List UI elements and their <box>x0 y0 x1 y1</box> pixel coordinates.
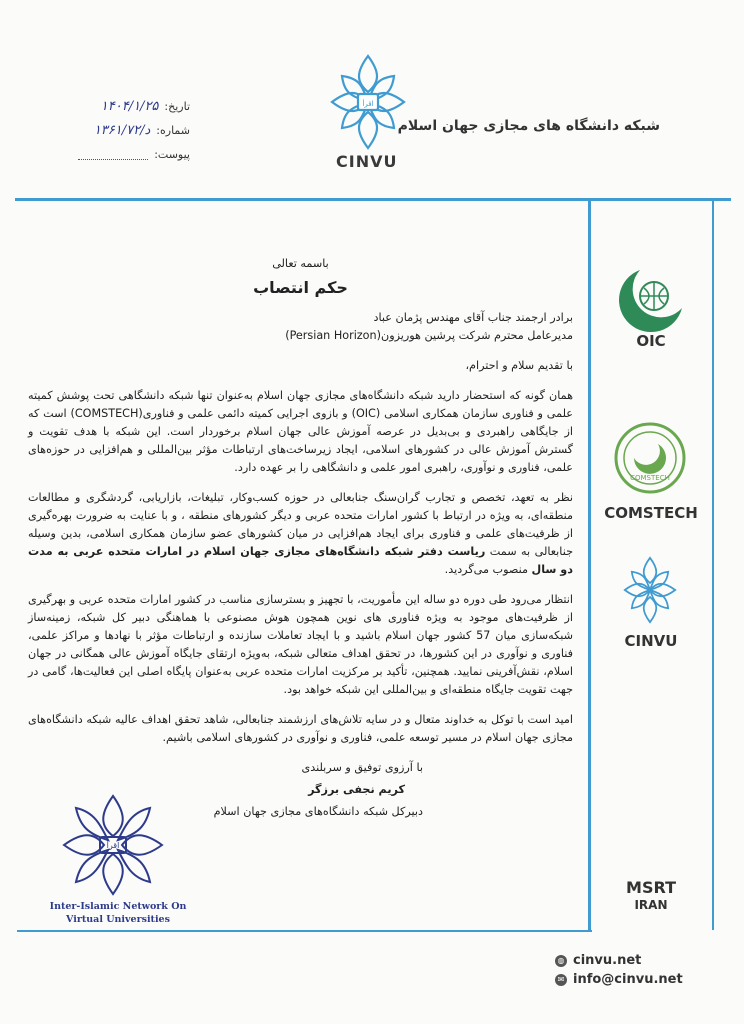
paragraph-1: همان گونه که استحضار دارید شبکه دانشگاه‌های مجازی جهان اسلام به‌عنوان تنها شبکه دانشگاهی تحت پوشش کمیته علمی و فناوری سازمان همکاری اسلامی (OIC) و بازوی اجرایی کمیته دائمی علمی و فناوری(COMSTECH) است که از جایگاهی راهبردی و بی‌بدیل در عرصه آموزش عالی جهان اسلام برخوردار است. این شبکه با هدف تقویت و گسترش آموزش عالی در کشورهای اسلامی، ایجاد زیرساخت‌های ارتباطات مؤثر بین‌المللی و هم‌افزایی در حوزه‌های علمی، فناوری و نوآوری، راهبری امور علمی و دانشگاهی را بر عهده دارد. <box>28 389 573 474</box>
paragraph-2 <box>28 489 573 579</box>
paragraph-2-end: منصوب می‌گردید. <box>444 563 528 576</box>
iran-label: IRAN <box>634 898 668 912</box>
letter-meta <box>60 94 190 166</box>
date-value: ۱۴۰۴/۱/۲۵ <box>100 98 159 114</box>
date-label: تاریخ: <box>164 99 190 113</box>
attachment-row <box>60 142 190 166</box>
stamp-caption <box>48 900 188 926</box>
footer-website[interactable] <box>555 953 641 968</box>
cinvu-logo-icon <box>328 52 408 152</box>
email-text: info@cinvu.net <box>573 972 683 987</box>
cinvu-side-logo-icon <box>615 555 685 625</box>
attachment-blank <box>78 149 148 160</box>
recipient-line-1: برادر ارجمند جناب آقای مهندس پژمان عباد <box>373 311 573 324</box>
closing-line: با آرزوی توفیق و سربلندی <box>301 761 423 774</box>
letter-body <box>28 255 573 821</box>
oic-label: OIC <box>636 332 666 350</box>
oic-logo-icon <box>610 262 690 342</box>
comstech-logo-icon <box>610 418 690 498</box>
official-stamp-icon <box>58 790 168 900</box>
signer-name: کریم نجفی برزگر <box>308 783 405 796</box>
mail-icon: ✉ <box>555 974 567 986</box>
header-divider <box>15 198 731 201</box>
website-text: cinvu.net <box>573 953 642 968</box>
sidebar-divider <box>588 200 591 930</box>
svg-text:اقرأ: اقرأ <box>106 841 120 850</box>
svg-text:اقرأ: اقرأ <box>362 100 374 108</box>
organization-name: شبکه دانشگاه های مجازی جهان اسلام <box>397 118 660 134</box>
footer-email[interactable] <box>555 972 683 987</box>
comstech-label: COMSTECH <box>604 504 698 522</box>
paragraph-3: انتظار می‌رود طی دوره دو ساله این مأموریت، با تجهیز و بسترسازی مناسب در کشور امارات متحده عربی و بهرگیری از ظرفیت‌های موجود به ویژه فناوری های نوین همچون هوش مصنوعی با هماهنگی دبیر کل شبکه، زمینه‌ساز شبکه‌سازی میان 57 کشور جهان اسلام باشید و با ایجاد تعاملات سازنده و ارتباطات مؤثر با نهادها و مراکز علمی، فناوری و نوآوری در این کشورها، در تحقق اهداف متعالی شبکه، به‌ویژه ارتقای جایگاه آموزش عالی همگانی در جهان اسلام، نقش‌آفرینی نمایید. همچنین، تأکید بر مرکزیت امارات متحده عربی به‌عنوان پایگاه اصلی این فعالیت‌ها، گامی در جهت تقویت جایگاه منطقه‌ای و بین‌المللی این شبکه خواهد بود. <box>28 593 573 696</box>
cinvu-side-label: CINVU <box>624 632 678 650</box>
footer-divider <box>17 930 592 932</box>
paragraph-2-emphasis: ریاست دفتر شبکه دانشگاه‌های مجازی جهان اسلام در امارات متحده عربی به مدت دو سال <box>28 545 573 576</box>
stamp-line-2: Virtual Universities <box>66 914 170 925</box>
globe-icon: ◍ <box>555 955 567 967</box>
paragraph-2-text: نظر به تعهد، تخصص و تجارب گران‌سنگ جنابعالی در حوزه کسب‌وکار، تبلیغات، بازاریابی، گردشگری و مطالعات منطقه‌ای، به ویژه در ارتباط با کشور امارات متحده عربی و دیگر کشورهای منطقه ، و با عنایت به ضرورت بهره‌گیری از ظرفیت‌های علمی و فناوری برای ایجاد هم‌افزایی در میان کشورهای عضو سازمان همکاری اسلامی، بدین وسیله جنابعالی به سمت <box>28 491 573 558</box>
recipient-line-2: مدیرعامل محترم شرکت پرشین هوریزون(Persian Horizon) <box>285 329 573 342</box>
number-label: شماره: <box>156 123 190 137</box>
number-value: ۱۳۶۱/۷۲/د <box>93 122 151 138</box>
letter-title: حکم انتصاب <box>253 278 348 297</box>
signer-title: دبیرکل شبکه دانشگاه‌های مجازی جهان اسلام <box>213 805 423 818</box>
msrt-label: MSRT <box>626 878 676 897</box>
logo-wordmark: CINVU <box>336 152 398 171</box>
opening-line: باسمه تعالی <box>272 257 329 270</box>
number-row <box>60 118 190 142</box>
attachment-label: پیوست: <box>154 147 190 161</box>
greeting: با تقدیم سلام و احترام، <box>465 359 573 372</box>
date-row <box>60 94 190 118</box>
right-border <box>712 200 714 930</box>
svg-text:COMSTECH: COMSTECH <box>630 474 670 482</box>
paragraph-4: امید است با توکل به خداوند متعال و در سایه تلاش‌های ارزشمند جنابعالی، شاهد تحقق اهداف عالیه شبکه دانشگاه‌های مجازی جهان اسلام در مسیر توسعه علمی، فناوری و نوآوری در کشورهای اسلامی باشیم. <box>28 713 573 744</box>
stamp-line-1: Inter-Islamic Network On <box>49 901 187 912</box>
